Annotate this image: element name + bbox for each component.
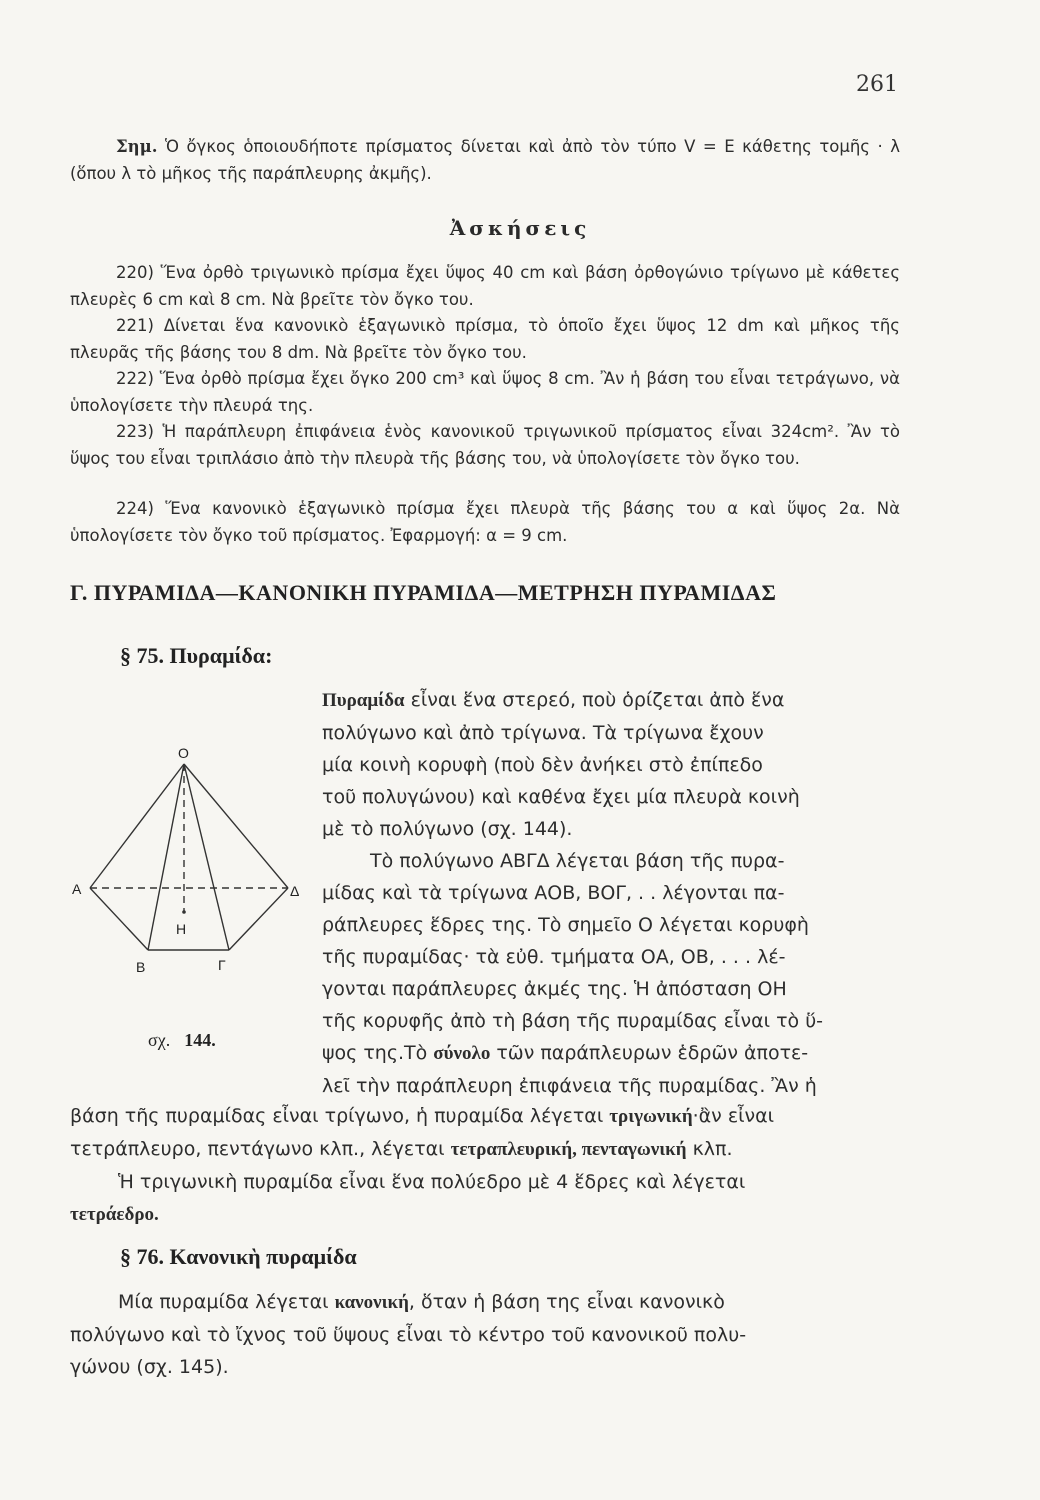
note-label: Σημ. (116, 137, 158, 156)
edge-OA (90, 764, 184, 888)
s76-line-1: Μία πυραμίδα λέγεται κανονική, ὅταν ἡ βάση της εἶναι κανονικὸ (118, 1291, 725, 1313)
exercise-222: 222) Ἕνα ὀρθὸ πρίσμα ἔχει ὄγκο 200 cm³ καὶ ὕψος 8 cm. Ἂν ἡ βάση του εἶναι τετράγωνο, νὰ ὑπολογίσετε τὴν πλευρά της. (70, 369, 900, 415)
foot-point-H (182, 910, 186, 914)
pyramid-figure (62, 738, 312, 978)
s75-line-6: Τὸ πολύγωνο ΑΒΓΔ λέγεται βάση τῆς πυρα- (370, 850, 785, 872)
caption-prefix: σχ. (148, 1030, 171, 1050)
section-76-body (70, 1286, 900, 1383)
edge-GD (229, 888, 288, 950)
label-D: Δ (290, 883, 300, 899)
note-paragraph (70, 134, 900, 187)
section-75-continuation (70, 1100, 900, 1231)
s75-line-13: λεῖ τὴν παράπλευρη ἐπιφάνεια τῆς πυραμίδας. Ἂν ἡ (322, 1075, 817, 1097)
section-75-column (322, 684, 900, 1102)
s76-line-2: πολύγωνο καὶ τὸ ἴχνος τοῦ ὕψους εἶναι τὸ κέντρο τοῦ κανονικοῦ πολυ- (70, 1324, 747, 1346)
s76-line-3: γώνου (σχ. 145). (70, 1356, 229, 1378)
s75-full-line-4: τετράεδρο. (70, 1204, 159, 1225)
exercise-224: 224) Ἕνα κανονικὸ ἑξαγωνικὸ πρίσμα ἔχει πλευρὰ τῆς βάσης του α καὶ ὕψος 2α. Νὰ ὑπολογίσετε τὸν ὄγκο τοῦ πρίσματος. Ἐφαρμογή: α = 9 cm. (70, 499, 900, 545)
label-H: H (176, 921, 187, 937)
page-number: 261 (856, 72, 898, 97)
section-title: Γ. ΠΥΡΑΜΙΔΑ—ΚΑΝΟΝΙΚΗ ΠΥΡΑΜΙΔΑ—ΜΕΤΡΗΣΗ ΠΥΡΑΜΙΔΑΣ (70, 580, 777, 605)
s75-line-1: Πυραμίδα εἶναι ἕνα στερεό, ποὺ ὁρίζεται ἀπὸ ἕνα (322, 689, 785, 711)
caption-number: 144. (184, 1030, 216, 1050)
s75-line-2: πολύγωνο καὶ ἀπὸ τρίγωνα. Τὰ τρίγωνα ἔχουν (322, 722, 764, 744)
exercise-220: 220) Ἕνα ὀρθὸ τριγωνικὸ πρίσμα ἔχει ὕψος 40 cm καὶ βάση ὀρθογώνιο τρίγωνο μὲ κάθετες πλευρὲς 6 cm καὶ 8 cm. Νὰ βρεῖτε τὸν ὄγκο του. (70, 263, 900, 309)
exercises-title: Ἀσκήσεις (449, 216, 591, 240)
section-75-heading: § 75. Πυραμίδα: (120, 643, 273, 668)
figure-caption (148, 1030, 216, 1051)
edge-AB (90, 888, 148, 950)
s75-full-line-2: τετράπλευρο, πεντάγωνο κλπ., λέγεται τετραπλευρική, πενταγωνική κλπ. (70, 1138, 733, 1160)
exercise-223: 223) Ἡ παράπλευρη ἐπιφάνεια ἑνὸς κανονικοῦ τριγωνικοῦ πρίσματος εἶναι 324cm². Ἂν τὸ ὕψος του εἶναι τριπλάσιο ἀπὸ τὴν πλευρὰ τῆς βάσης του, νὰ ὑπολογίσετε τὸν ὄγκο του. (70, 422, 900, 468)
label-G: Γ (218, 957, 226, 973)
s75-line-11: τῆς κορυφῆς ἀπὸ τὴ βάση τῆς πυραμίδας εἶναι τὸ ὕ- (322, 1010, 824, 1032)
label-A: A (72, 881, 82, 897)
section-76-heading: § 76. Κανονικὴ πυραμίδα (120, 1244, 357, 1269)
s75-line-3: μία κοινὴ κορυφὴ (ποὺ δὲν ἀνήκει στὸ ἐπίπεδο (322, 754, 763, 776)
s75-line-12: ψος της.Τὸ σύνολο τῶν παράπλευρων ἑδρῶν ἀποτε- (322, 1042, 809, 1064)
s75-line-8: ράπλευρες ἕδρες της. Τὸ σημεῖο Ο λέγεται κορυφὴ (322, 914, 809, 936)
s75-line-7: μίδας καὶ τὰ τρίγωνα ΑΟΒ, ΒΟΓ, . . λέγονται πα- (322, 882, 785, 904)
note-text: Ὁ ὄγκος ὁποιουδήποτε πρίσματος δίνεται καὶ ἀπὸ τὸν τύπο V = E κάθετης τομῆς · λ (ὅπου λ τὸ μῆκος τῆς παράπλευρης ἀκμῆς). (70, 137, 900, 183)
s75-line-9: τῆς πυραμίδας· τὰ εὐθ. τμήματα ΟΑ, ΟΒ, . . . λέ- (322, 946, 786, 968)
s75-full-line-3: Ἡ τριγωνικὴ πυραμίδα εἶναι ἕνα πολύεδρο μὲ 4 ἕδρες καὶ λέγεται (118, 1171, 746, 1193)
label-O: O (178, 745, 189, 761)
label-B: B (136, 959, 146, 975)
exercise-221: 221) Δίνεται ἕνα κανονικὸ ἑξαγωνικὸ πρίσμα, τὸ ὁποῖο ἔχει ὕψος 12 dm καὶ μῆκος τῆς πλευρᾶς τῆς βάσης του 8 dm. Νὰ βρεῖτε τὸν ὄγκο του. (70, 316, 900, 362)
s75-line-10: γονται παράπλευρες ἀκμές της. Ἡ ἀπόσταση ΟΗ (322, 978, 787, 1000)
s75-line-4: τοῦ πολυγώνου) καὶ καθένα ἔχει μία πλευρὰ κοινὴ (322, 786, 800, 808)
s75-line-5: μὲ τὸ πολύγωνο (σχ. 144). (322, 818, 573, 840)
s75-full-line-1: βάση τῆς πυραμίδας εἶναι τρίγωνο, ἡ πυραμίδα λέγεται τριγωνική·ἂν εἶναι (70, 1105, 775, 1127)
